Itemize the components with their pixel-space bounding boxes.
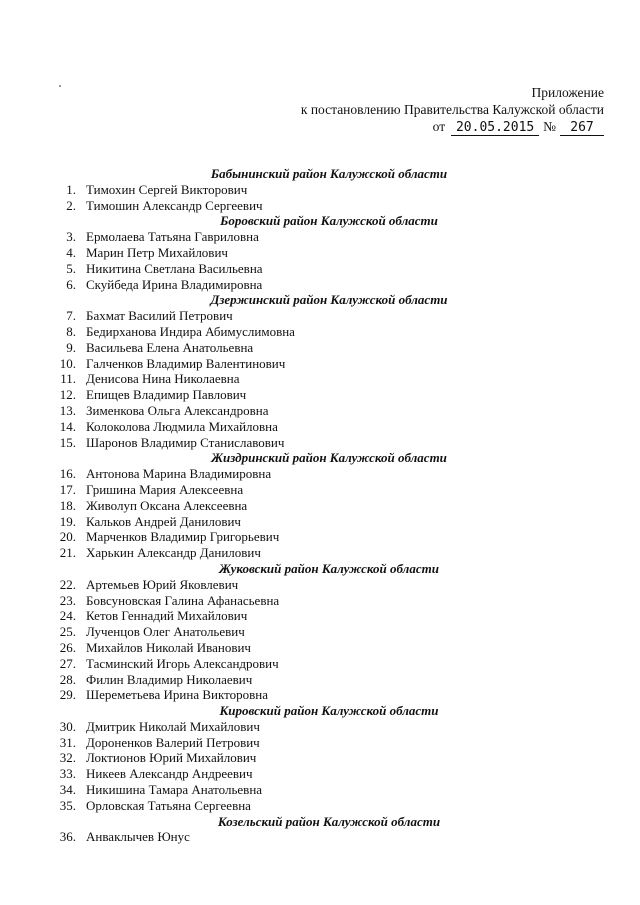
person-name: Михайлов Николай Иванович (86, 639, 251, 655)
item-number: 30. (59, 718, 76, 734)
list-item (0, 182, 640, 198)
person-name: Тасминский Игорь Александрович (86, 655, 279, 671)
item-number: 12. (59, 387, 76, 403)
number-sign: № (543, 119, 556, 134)
district-heading: Дзержинский район Калужской области (210, 292, 448, 308)
person-name: Ермолаева Татьяна Гавриловна (86, 229, 259, 245)
list-item (0, 277, 640, 293)
list-item (0, 229, 640, 245)
person-name: Епищев Владимир Павлович (86, 387, 247, 403)
person-name: Орловская Татьяна Сергеевна (86, 797, 251, 813)
person-name: Бедирханова Индира Абимуслимовна (86, 323, 295, 339)
list-item (0, 577, 640, 593)
list-item (0, 798, 640, 814)
list-item (0, 324, 640, 340)
person-name: Колоколова Людмила Михайловна (86, 418, 278, 434)
person-name: Антонова Марина Владимировна (86, 466, 272, 482)
item-number: 7. (66, 308, 76, 324)
list-item (0, 640, 640, 656)
item-number: 29. (59, 687, 76, 703)
nominee-list (0, 166, 640, 845)
resolution-reference: к постановлению Правительства Калужской области (300, 102, 604, 117)
person-name: Скуйбеда Ирина Владимировна (86, 276, 263, 292)
person-name: Филин Владимир Николаевич (86, 671, 253, 687)
item-number: 25. (59, 624, 76, 640)
scan-speck (59, 85, 61, 87)
list-item (0, 829, 640, 845)
person-name: Бахмат Василий Петрович (86, 308, 233, 324)
item-number: 8. (66, 323, 76, 339)
list-item (0, 529, 640, 545)
person-name: Тимошин Александр Сергеевич (86, 197, 263, 213)
person-name: Марин Петр Михайлович (86, 244, 228, 260)
list-item (0, 593, 640, 609)
item-number: 3. (66, 229, 76, 245)
district-heading: Жуковский район Калужской области (219, 560, 439, 576)
district-heading: Жиздринский район Калужской области (211, 450, 447, 466)
resolution-number: 267 (560, 120, 604, 136)
resolution-date-line (433, 118, 604, 136)
list-item (0, 750, 640, 766)
item-number: 11. (60, 371, 76, 387)
list-item (0, 687, 640, 703)
list-item (0, 624, 640, 640)
person-name: Харькин Александр Данилович (86, 545, 261, 561)
person-name: Тимохин Сергей Викторович (86, 181, 248, 197)
list-item (0, 198, 640, 214)
list-item (0, 656, 640, 672)
item-number: 33. (59, 766, 76, 782)
item-number: 20. (59, 529, 76, 545)
item-number: 28. (59, 671, 76, 687)
person-name: Марченков Владимир Григорьевич (86, 529, 280, 545)
resolution-date: 20.05.2015 (451, 120, 539, 136)
list-item (0, 735, 640, 751)
item-number: 1. (66, 181, 76, 197)
item-number: 15. (59, 434, 76, 450)
district-heading: Кировский район Калужской области (219, 703, 439, 719)
person-name: Денисова Нина Николаевна (86, 371, 240, 387)
item-number: 13. (59, 402, 76, 418)
list-item (0, 419, 640, 435)
list-item (0, 261, 640, 277)
list-item (0, 482, 640, 498)
item-number: 19. (59, 513, 76, 529)
item-number: 6. (66, 276, 76, 292)
person-name: Артемьев Юрий Яковлевич (86, 576, 239, 592)
list-item (0, 403, 640, 419)
person-name: Галченков Владимир Валентинович (86, 355, 286, 371)
list-item (0, 356, 640, 372)
list-item (0, 245, 640, 261)
district-heading: Боровский район Калужской области (220, 213, 438, 229)
person-name: Шаронов Владимир Станиславович (86, 434, 285, 450)
district-heading: Бабынинский район Калужской области (210, 166, 448, 181)
person-name: Дороненков Валерий Петрович (86, 734, 260, 750)
list-item (0, 782, 640, 798)
appendix-header (301, 84, 604, 136)
person-name: Никеев Александр Андреевич (86, 766, 253, 782)
district-heading: Козельский район Калужской области (217, 813, 441, 829)
list-item (0, 514, 640, 530)
list-item (0, 466, 640, 482)
list-item (0, 498, 640, 514)
list-item (0, 308, 640, 324)
person-name: Гришина Мария Алексеевна (86, 481, 244, 497)
person-name: Кетов Геннадий Михайлович (86, 608, 248, 624)
item-number: 32. (59, 750, 76, 766)
person-name: Васильева Елена Анатольевна (86, 339, 254, 355)
item-number: 34. (59, 782, 76, 798)
item-number: 26. (59, 639, 76, 655)
list-item (0, 545, 640, 561)
person-name: Кальков Андрей Данилович (86, 513, 241, 529)
person-name: Зименкова Ольга Александровна (86, 402, 269, 418)
appendix-title: Приложение (531, 85, 604, 100)
item-number: 14. (59, 418, 76, 434)
item-number: 23. (59, 592, 76, 608)
item-number: 4. (66, 244, 76, 260)
person-name: Живолуп Оксана Алексеевна (86, 497, 248, 513)
list-item (0, 435, 640, 451)
item-number: 10. (59, 355, 76, 371)
item-number: 21. (59, 545, 76, 561)
item-number: 9. (66, 339, 76, 355)
person-name: Никитина Светлана Васильевна (86, 260, 263, 276)
item-number: 2. (66, 197, 76, 213)
person-name: Лученцов Олег Анатольевич (86, 624, 245, 640)
item-number: 31. (59, 734, 76, 750)
list-item (0, 340, 640, 356)
list-item (0, 371, 640, 387)
person-name: Дмитрик Николай Михайлович (86, 718, 260, 734)
item-number: 24. (59, 608, 76, 624)
item-number: 22. (59, 576, 76, 592)
person-name: Локтионов Юрий Михайлович (86, 750, 257, 766)
list-item (0, 387, 640, 403)
person-name: Анваклычев Юнус (86, 829, 190, 845)
from-label: от (432, 119, 446, 134)
list-item (0, 719, 640, 735)
item-number: 35. (59, 797, 76, 813)
item-number: 17. (59, 481, 76, 497)
list-item (0, 608, 640, 624)
item-number: 27. (59, 655, 76, 671)
person-name: Никишина Тамара Анатольевна (86, 782, 263, 798)
item-number: 16. (59, 466, 76, 482)
person-name: Бовсуновская Галина Афанасьевна (86, 592, 280, 608)
item-number: 18. (59, 497, 76, 513)
list-item (0, 672, 640, 688)
item-number: 5. (66, 260, 76, 276)
list-item (0, 766, 640, 782)
person-name: Шереметьева Ирина Викторовна (86, 687, 268, 703)
item-number: 36. (59, 829, 76, 845)
